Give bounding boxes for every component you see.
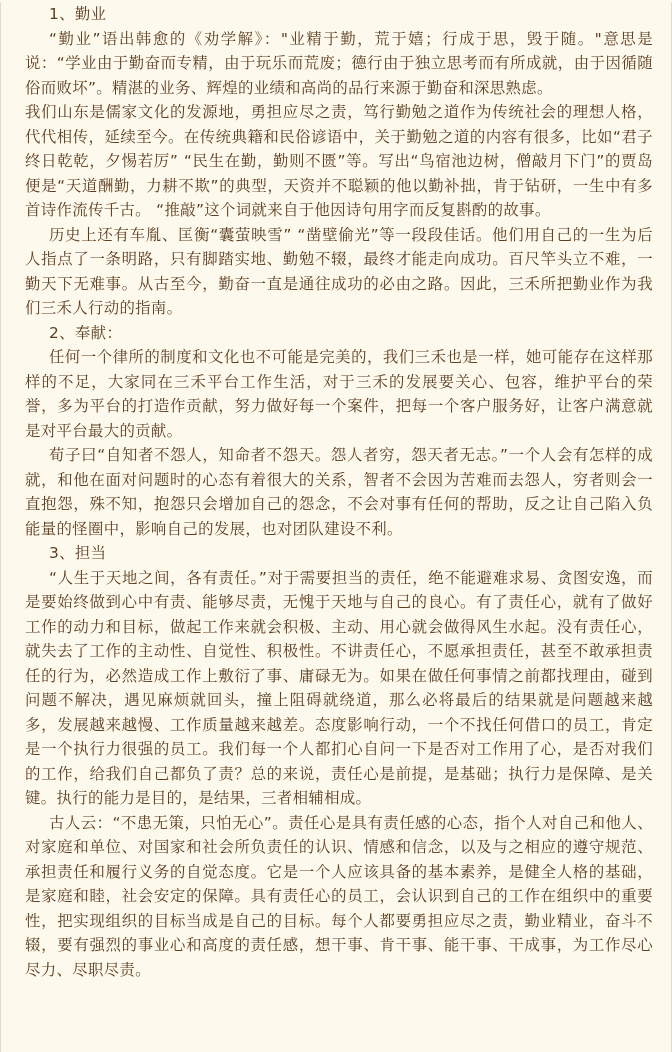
paragraph-historical-examples: 历史上还有车胤、匡衡“囊萤映雪” “凿壁偷光”等一段段佳话。他们用自己的一生为后人指点了一条明路，只有脚踏实地、勤勉不辍，最终才能走向成功。百尺竿头立不难，一勤天下无难事。从古至今，勤奋一直是通往成功的必由之路。因此，三禾所把勤业作为我们三禾人行动的指南。	[25, 225, 653, 317]
section-heading-dedication: 2、奉献：	[49, 323, 123, 342]
section-heading-responsibility: 3、担当	[49, 544, 107, 562]
paragraph-shandong-tradition: 我们山东是儒家文化的发源地，勇担应尽之责，笃行勤勉之道作为传统社会的理想人格，代代相传，延续至今。在传统典籍和民俗谚语中，关于勤勉之道的内容有很多，比如“君子终日乾乾，夕惕若厉” “民生在勤，勤则不匮”等。写出“鸟宿池边树，僧敲月下门”的贾岛便是“天道酬勤，力耕不欺”的典型，天资并不聪颖的他以勤补拙，肯于钻研，一生中有多首诗作流传千古。 “推敲”这个词就来自于他因诗句用字而反复斟酌的故事。	[25, 103, 653, 219]
paragraph-diligence-origin: “勤业”语出韩愈的《劝学解》："业精于勤，荒于嬉；行成于思，毁于随。"意思是说：“学业由于勤奋而专精，由于玩乐而荒废；德行由于独立思考而有所成就，由于因循随俗而败坏”。精湛的业务、辉煌的业绩和高尚的品行来源于勤奋和深思熟虑。	[25, 29, 653, 97]
paragraph-xunzi-quote: 荀子曰“自知者不怨人，知命者不怨天。怨人者穷，怨天者无志。”一个人会有怎样的成就，和他在面对问题时的心态有着很大的关系，智者不会因为苦难而去怨人，穷者则会一直抱怨，殊不知，抱怨只会增加自己的怨念，不会对事有任何的帮助，反之让自己陷入负能量的怪圈中，影响自己的发展，也对团队建设不利。	[25, 446, 653, 538]
paragraph-platform-contribution: 任何一个律所的制度和文化也不可能是完美的，我们三禾也是一样，她可能存在这样那样的不足，大家同在三禾平台工作生活，对于三禾的发展要关心、包容，维护平台的荣誉，多为平台的打造作贡献，努力做好每一个案件，把每一个客户服务好，让客户满意就是对平台最大的贡献。	[25, 348, 653, 440]
paragraph-responsibility-mindset: 古人云：“不患无策，只怕无心”。责任心是具有责任感的心态，指个人对自己和他人、对家庭和单位、对国家和社会所负责任的认识、情感和信念，以及与之相应的遵守规范、承担责任和履行义务的自觉态度。它是一个人应该具备的基本素养，是健全人格的基础，是家庭和睦，社会安定的保障。具有责任心的员工，会认识到自己的工作在组织中的重要性，把实现组织的目标当成是自己的目标。每个人都要勇担应尽之责，勤业精业，奋斗不辍，要有强烈的事业心和高度的责任感，想干事、肯干事、能干事、干成事，为工作尽心尽力、尽职尽责。	[25, 813, 653, 979]
section-heading-diligence: 1、勤业	[49, 5, 107, 23]
article-body	[1, 2, 671, 982]
paragraph-responsibility-duty: “人生于天地之间，各有责任。”对于需要担当的责任，绝不能避难求易、贪图安逸，而是要始终做到心中有责、能够尽责，无愧于天地与自己的良心。有了责任心，就有了做好工作的动力和目标，做起工作来就会积极、主动、用心就会做得风生水起。没有责任心，就失去了工作的主动性、自觉性、积极性。不讲责任心，不愿承担责任，甚至不敢承担责任的行为，必然造成工作上敷衍了事、庸碌无为。如果在做任何事情之前都找理由，碰到问题不解决，遇见麻烦就回头，撞上阻碍就绕道，那么必将最后的结果就是问题越来越多，发展越来越慢、工作质量越来越差。态度影响行动，一个不找任何借口的员工，肯定是一个执行力很强的员工。我们每一个人都扪心自问一下是否对工作用了心，是否对我们的工作，给我们自己都负了责？总的来说，责任心是前提，是基础；执行力是保障、是关键。执行的能力是目的，是结果，三者相辅相成。	[25, 568, 653, 807]
